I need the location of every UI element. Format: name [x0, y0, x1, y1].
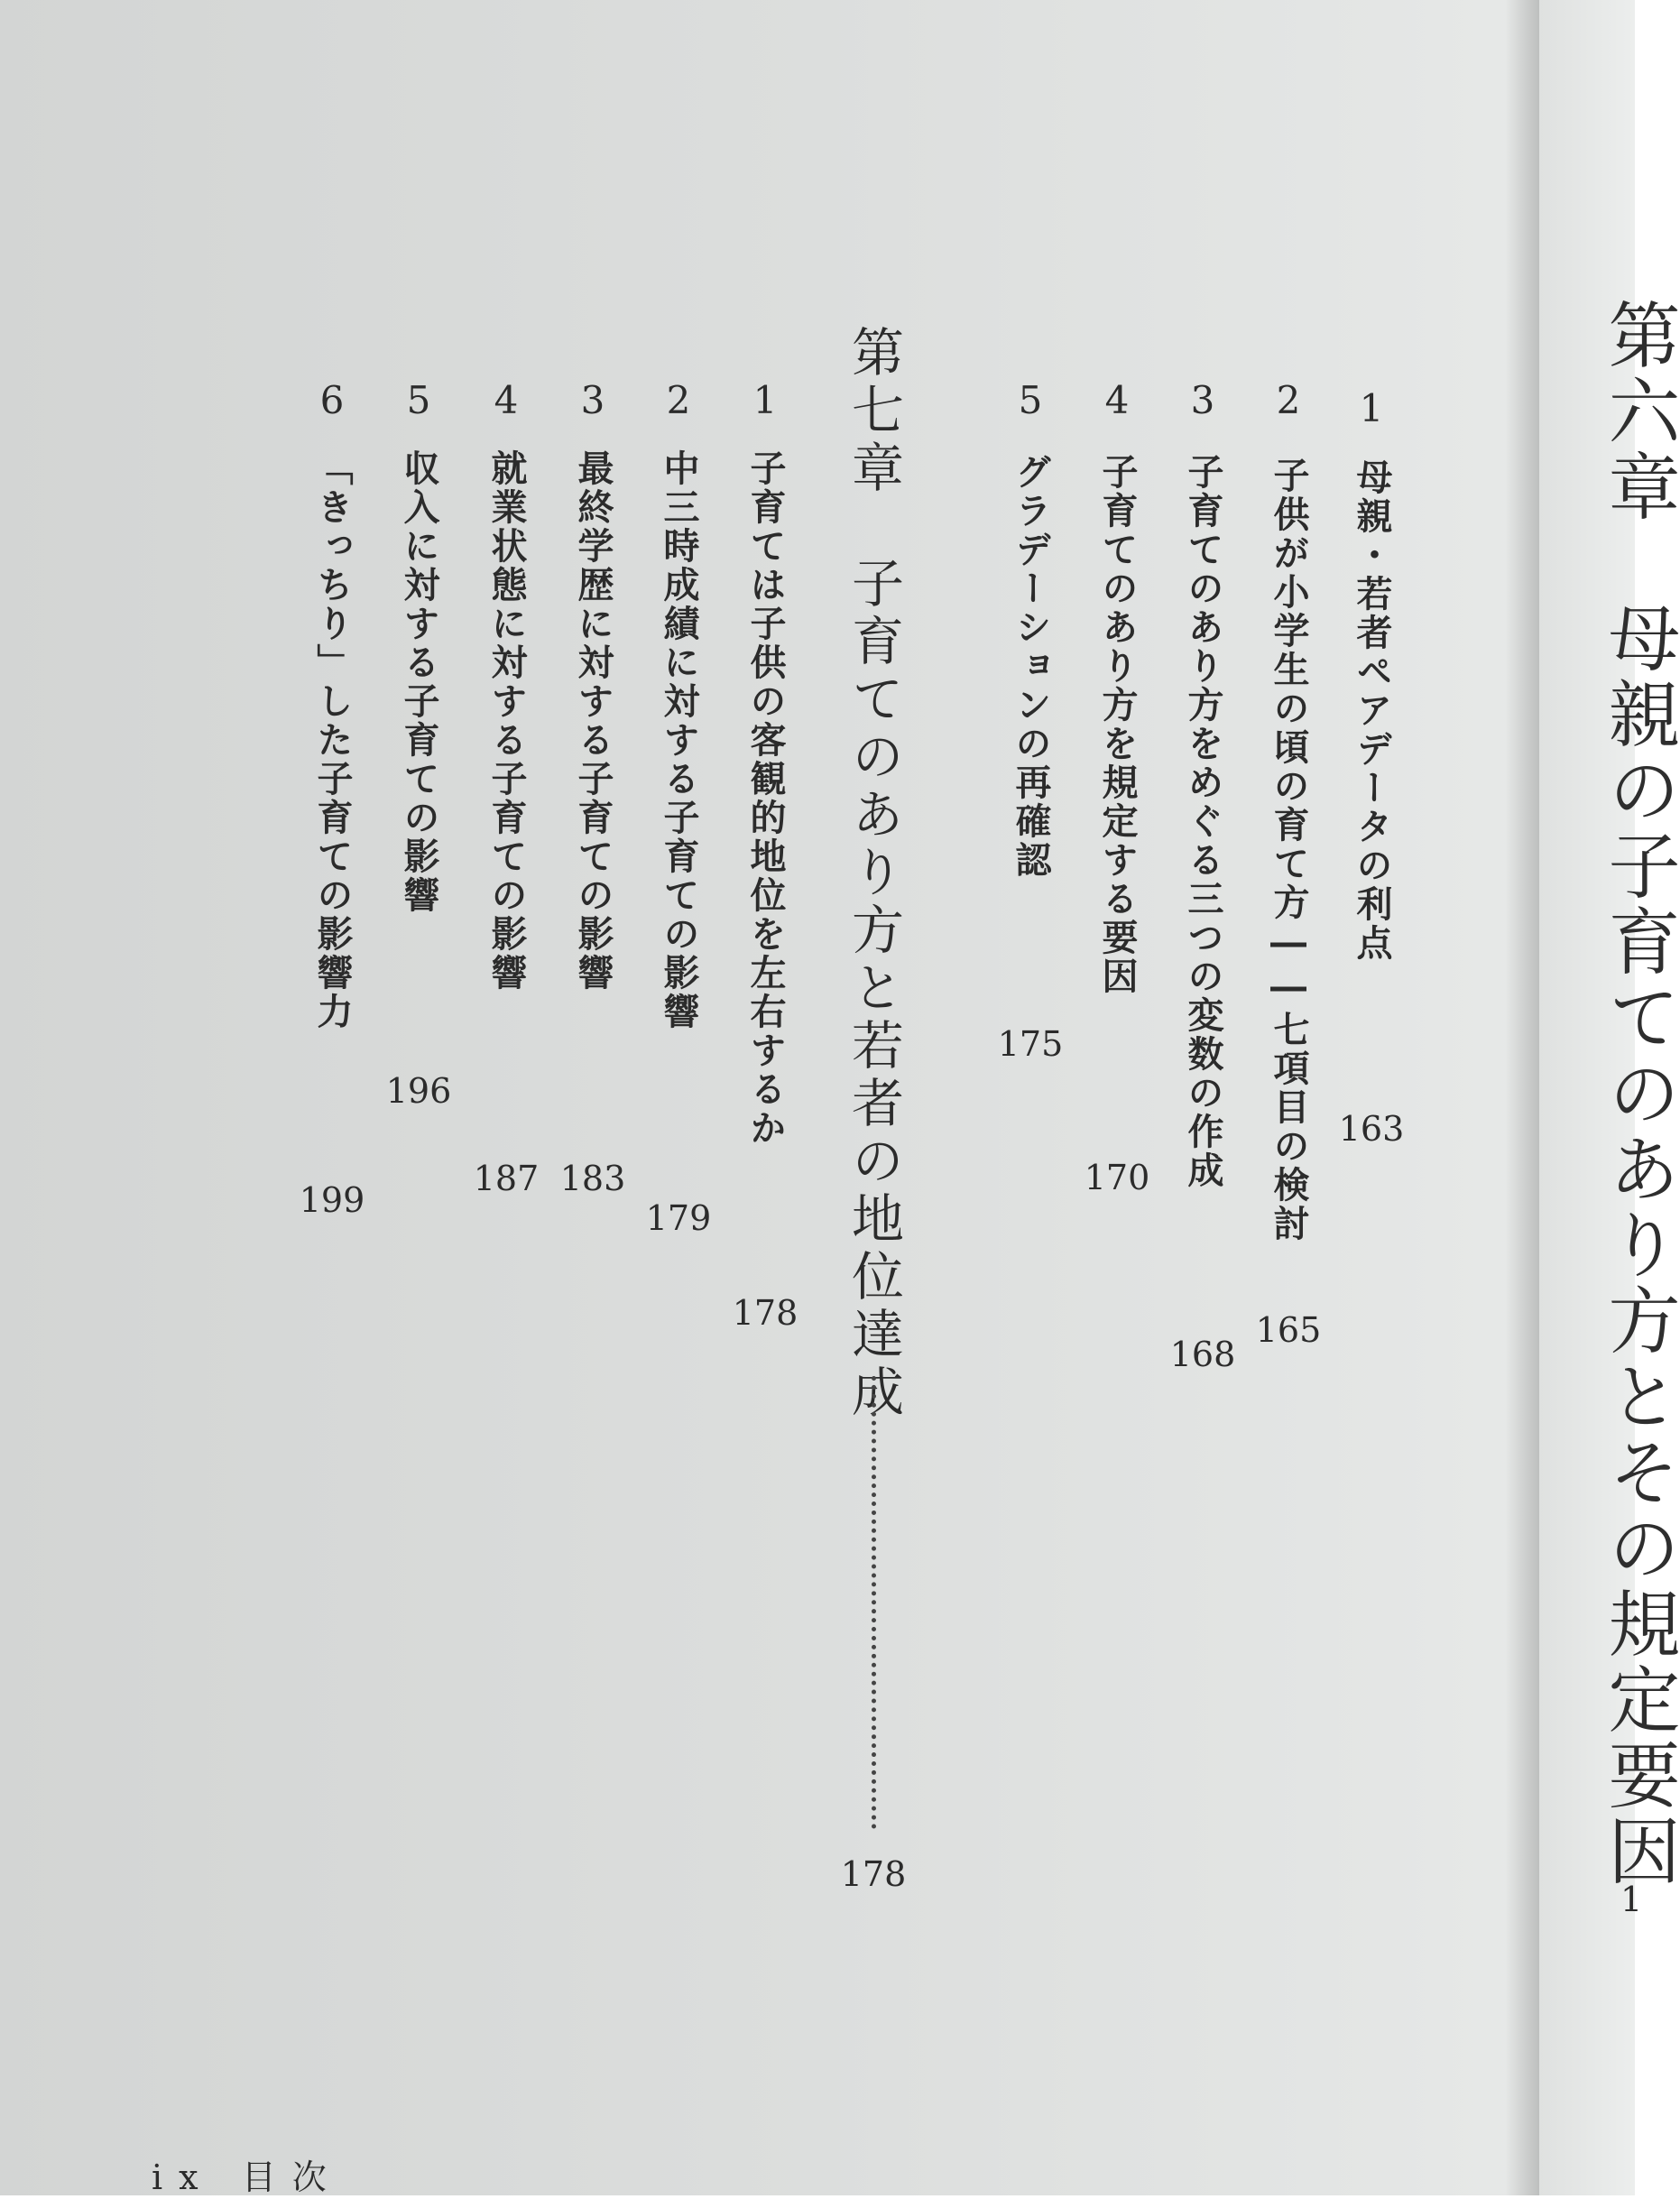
- toc-entry: [470, 0, 542, 2195]
- entry-page: 196: [385, 1071, 452, 1111]
- toc-entry: [1167, 0, 1239, 2195]
- next-page-chapter-title: 第六章 母親の子育てのあり方とその規定要因: [1596, 298, 1680, 1889]
- footer-page-label: ix: [152, 2157, 215, 2197]
- toc-entry: [994, 0, 1066, 2195]
- entry-number: 2: [1276, 378, 1301, 422]
- entry-title: 「きっちり」した子育ての影響力: [311, 449, 353, 1031]
- entry-page: 175: [997, 1024, 1064, 1064]
- toc-entry: [383, 0, 455, 2195]
- entry-number: 1: [752, 378, 778, 422]
- entry-number: 4: [494, 378, 519, 422]
- next-page-number: 1: [1620, 1880, 1643, 1919]
- entry-title: 就業状態に対する子育ての影響: [485, 449, 527, 993]
- entry-page: 165: [1255, 1310, 1322, 1350]
- entry-title: 収入に対する子育ての影響: [398, 449, 439, 915]
- entry-page: 178: [732, 1293, 798, 1333]
- toc-entry: [642, 0, 715, 2195]
- entry-number: 6: [319, 378, 345, 422]
- entry-page: 170: [1084, 1158, 1150, 1197]
- footer-section: 目次: [241, 2157, 343, 2197]
- toc-entry: [1335, 0, 1408, 2195]
- entry-title: グラデーションの再確認: [1010, 453, 1051, 880]
- toc-entry: [557, 0, 629, 2195]
- page-footer: [152, 2149, 343, 2199]
- entry-title: 子供が小学生の頃の育て方――七項目の検討: [1268, 457, 1309, 1243]
- entry-page: 179: [645, 1198, 712, 1238]
- entry-number: 3: [580, 378, 605, 422]
- entry-number: 4: [1104, 378, 1130, 422]
- book-gutter: [1505, 0, 1539, 2195]
- toc-entry: [1252, 0, 1325, 2195]
- entry-title: 子育てのあり方を規定する要因: [1096, 453, 1138, 996]
- entry-title: 子育てのあり方をめぐる三つの変数の作成: [1182, 453, 1223, 1190]
- chapter-title: 第七章 子育てのあり方と若者の地位達成: [843, 325, 904, 1422]
- entry-page: 199: [299, 1180, 365, 1220]
- entry-number: 3: [1190, 378, 1215, 422]
- chapter-page: 178: [840, 1854, 907, 1894]
- entry-title: 最終学歴に対する子育ての影響: [572, 449, 614, 993]
- entry-number: 2: [666, 378, 691, 422]
- entry-page: 168: [1169, 1335, 1236, 1374]
- entry-page: 187: [473, 1159, 540, 1198]
- entry-number: 5: [1018, 378, 1043, 422]
- entry-page: 163: [1338, 1109, 1405, 1149]
- entry-number: 1: [1359, 386, 1384, 430]
- toc-entry: [1081, 0, 1153, 2195]
- entry-number: 5: [406, 378, 431, 422]
- entry-title: 中三時成績に対する子育ての影響: [658, 449, 699, 1031]
- toc-entry: [729, 0, 801, 2195]
- chapter-heading: [837, 0, 909, 2195]
- entry-title: 母親・若者ペアデータの利点: [1351, 458, 1392, 963]
- toc-entry: [296, 0, 368, 2195]
- dot-leader: [872, 1376, 876, 1829]
- entry-title: 子育ては子供の客観的地位を左右するか: [744, 449, 786, 1148]
- entry-page: 183: [559, 1159, 626, 1198]
